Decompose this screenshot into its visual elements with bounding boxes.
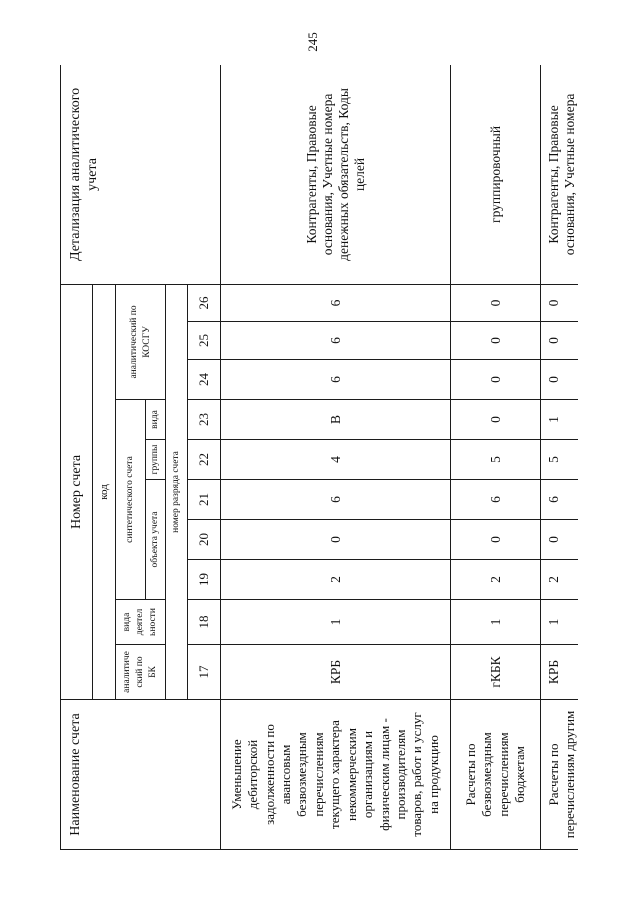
header-kind: вида bbox=[146, 400, 166, 440]
header-account-number: Номер счета bbox=[61, 284, 93, 699]
header-synthetic-account: синтетического счета bbox=[116, 400, 146, 600]
header-analytic-bk: аналитиче ский по БК bbox=[116, 645, 166, 700]
row-code-cell: 0 bbox=[541, 520, 579, 560]
header-group: группы bbox=[146, 440, 166, 480]
row-code-cell: 6 bbox=[221, 480, 451, 520]
row-code-cell: 0 bbox=[451, 400, 541, 440]
row-code-cell: 2 bbox=[221, 560, 451, 600]
table-row bbox=[541, 65, 579, 850]
header-digit-number: номер разряда счета bbox=[166, 284, 188, 699]
column-number: 23 bbox=[188, 400, 221, 440]
header-activity-type: вида деятел ьности bbox=[116, 600, 166, 645]
row-detail: Контрагенты, Правовые основания, Учетные номера bbox=[541, 65, 579, 284]
row-code-cell: 0 bbox=[541, 322, 579, 360]
accounts-table bbox=[60, 65, 578, 850]
row-detail: группировочный bbox=[451, 65, 541, 284]
page-number: 245 bbox=[305, 32, 320, 52]
header-code: код bbox=[93, 284, 116, 699]
header-object: объекта учета bbox=[146, 480, 166, 600]
row-account-name: Расчеты по перечислениям другим bbox=[541, 700, 579, 850]
header-account-name: Наименование счета bbox=[61, 700, 221, 850]
column-number: 24 bbox=[188, 360, 221, 400]
row-code-cell: 5 bbox=[451, 440, 541, 480]
row-detail: Контрагенты, Правовые основания, Учетные номера денежных обязательств, Коды целей bbox=[221, 65, 451, 284]
header-row-1 bbox=[61, 65, 93, 850]
row-code-cell: 0 bbox=[541, 284, 579, 321]
table-body bbox=[61, 65, 579, 850]
row-code-cell: 1 bbox=[541, 600, 579, 645]
table-row bbox=[451, 65, 541, 850]
row-code-cell: 0 bbox=[451, 284, 541, 321]
row-code-cell: 0 bbox=[451, 360, 541, 400]
row-code-cell: В bbox=[221, 400, 451, 440]
column-number: 20 bbox=[188, 520, 221, 560]
rotated-table-sheet bbox=[60, 65, 578, 850]
column-number: 22 bbox=[188, 440, 221, 480]
row-code-cell: 2 bbox=[451, 560, 541, 600]
row-account-name: Уменьшение дебиторской задолженности по авансовым безвозмездным перечислениям текущего характера некоммерческим организациям и физическим лицам - производителям товаров, работ и услуг на продукцию bbox=[221, 700, 451, 850]
row-code-cell: КРБ bbox=[221, 645, 451, 700]
row-code-cell: 1 bbox=[221, 600, 451, 645]
row-code-cell: 0 bbox=[221, 520, 451, 560]
row-code-cell: 6 bbox=[541, 480, 579, 520]
row-code-cell: 6 bbox=[221, 360, 451, 400]
row-code-cell: 0 bbox=[541, 360, 579, 400]
row-code-cell: 2 bbox=[541, 560, 579, 600]
row-code-cell: 6 bbox=[221, 284, 451, 321]
row-code-cell: 1 bbox=[541, 400, 579, 440]
column-number: 25 bbox=[188, 322, 221, 360]
column-number: 18 bbox=[188, 600, 221, 645]
row-code-cell: 4 bbox=[221, 440, 451, 480]
table-row bbox=[221, 65, 451, 850]
row-code-cell: 6 bbox=[221, 322, 451, 360]
column-number: 19 bbox=[188, 560, 221, 600]
row-code-cell: 0 bbox=[451, 322, 541, 360]
column-number: 26 bbox=[188, 284, 221, 321]
column-number: 21 bbox=[188, 480, 221, 520]
header-analytic-kosgu: аналитический по КОСГУ bbox=[116, 284, 166, 399]
row-code-cell: КРБ bbox=[541, 645, 579, 700]
row-code-cell: гКБК bbox=[451, 645, 541, 700]
row-code-cell: 1 bbox=[451, 600, 541, 645]
row-account-name: Расчеты по безвозмездным перечислениям бюджетам bbox=[451, 700, 541, 850]
row-code-cell: 5 bbox=[541, 440, 579, 480]
column-number: 17 bbox=[188, 645, 221, 700]
header-detail: Детализация аналитического учета bbox=[61, 65, 221, 284]
row-code-cell: 6 bbox=[451, 480, 541, 520]
row-code-cell: 0 bbox=[451, 520, 541, 560]
